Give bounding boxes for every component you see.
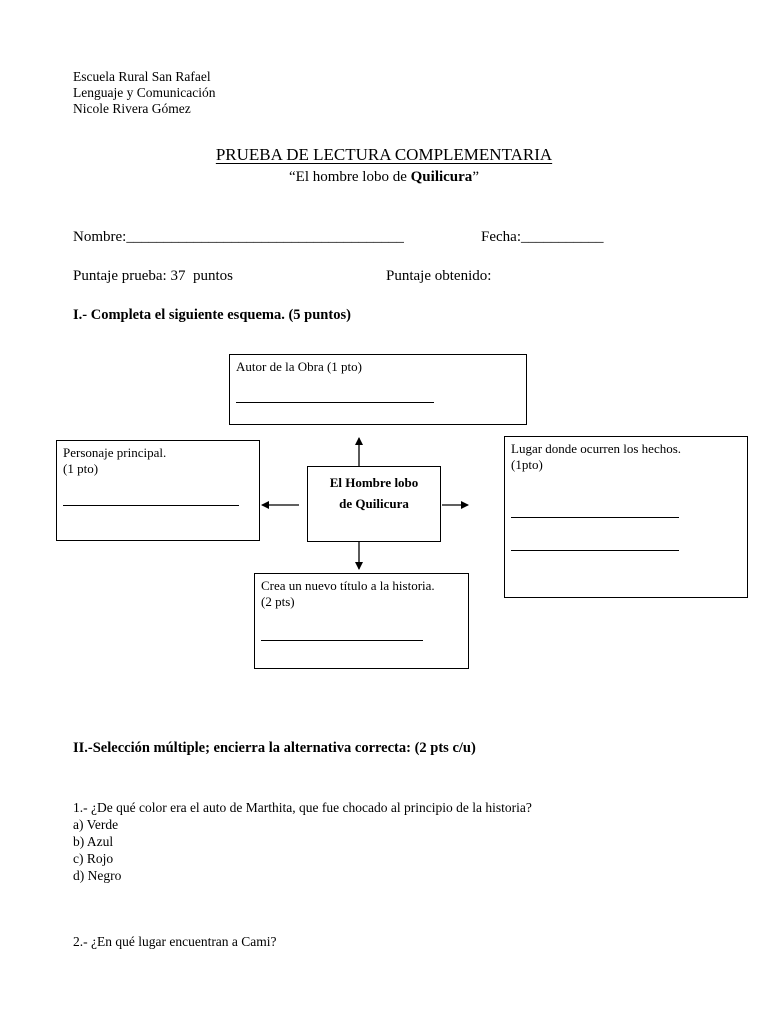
titulo-answer-line[interactable] xyxy=(261,640,423,641)
personaje-answer-line[interactable] xyxy=(63,505,239,506)
center-title-line-2: de Quilicura xyxy=(339,496,409,511)
puntaje-obtenido: Puntaje obtenido: xyxy=(386,268,492,284)
page-subtitle: “El hombre lobo de Quilicura” xyxy=(289,169,479,185)
question-1-option-c[interactable]: c) Rojo xyxy=(73,851,114,866)
center-title-box xyxy=(307,466,441,542)
teacher-name: Nicole Rivera Gómez xyxy=(73,101,191,116)
titulo-label: Crea un nuevo título a la historia. xyxy=(261,578,435,593)
autor-answer-line[interactable] xyxy=(236,402,434,403)
lugar-points: (1pto) xyxy=(511,457,543,472)
question-2: 2.- ¿En qué lugar encuentran a Cami? xyxy=(73,934,277,949)
fecha-field: Fecha:___________ xyxy=(481,229,604,245)
lugar-box xyxy=(504,436,748,598)
personaje-points: (1 pto) xyxy=(63,461,99,476)
subject-name: Lenguaje y Comunicación xyxy=(73,85,216,100)
section-1-heading: I.- Completa el siguiente esquema. (5 puntos) xyxy=(73,307,351,323)
question-1-option-a[interactable]: a) Verde xyxy=(73,817,119,832)
nombre-field: Nombre:_____________________________________ xyxy=(73,229,404,245)
personaje-box xyxy=(56,440,260,541)
personaje-label: Personaje principal. xyxy=(63,445,167,460)
lugar-answer-line-2[interactable] xyxy=(511,550,679,551)
school-name: Escuela Rural San Rafael xyxy=(73,69,211,84)
lugar-answer-line-1[interactable] xyxy=(511,517,679,518)
titulo-box xyxy=(254,573,469,669)
titulo-points: (2 pts) xyxy=(261,594,295,609)
page-title: PRUEBA DE LECTURA COMPLEMENTARIA xyxy=(215,145,553,164)
puntaje-prueba: Puntaje prueba: 37 puntos xyxy=(73,268,233,284)
section-2-heading: II.-Selección múltiple; encierra la alternativa correcta: (2 pts c/u) xyxy=(73,740,476,756)
lugar-label: Lugar donde ocurren los hechos. xyxy=(511,441,682,456)
question-1-option-d[interactable]: d) Negro xyxy=(73,868,122,883)
autor-label: Autor de la Obra (1 pto) xyxy=(236,359,362,374)
center-title-line-1: El Hombre lobo xyxy=(329,475,419,490)
question-1-option-b[interactable]: b) Azul xyxy=(73,834,114,849)
question-1: 1.- ¿De qué color era el auto de Marthita, que fue chocado al principio de la historia? xyxy=(73,800,532,815)
autor-box xyxy=(229,354,527,425)
